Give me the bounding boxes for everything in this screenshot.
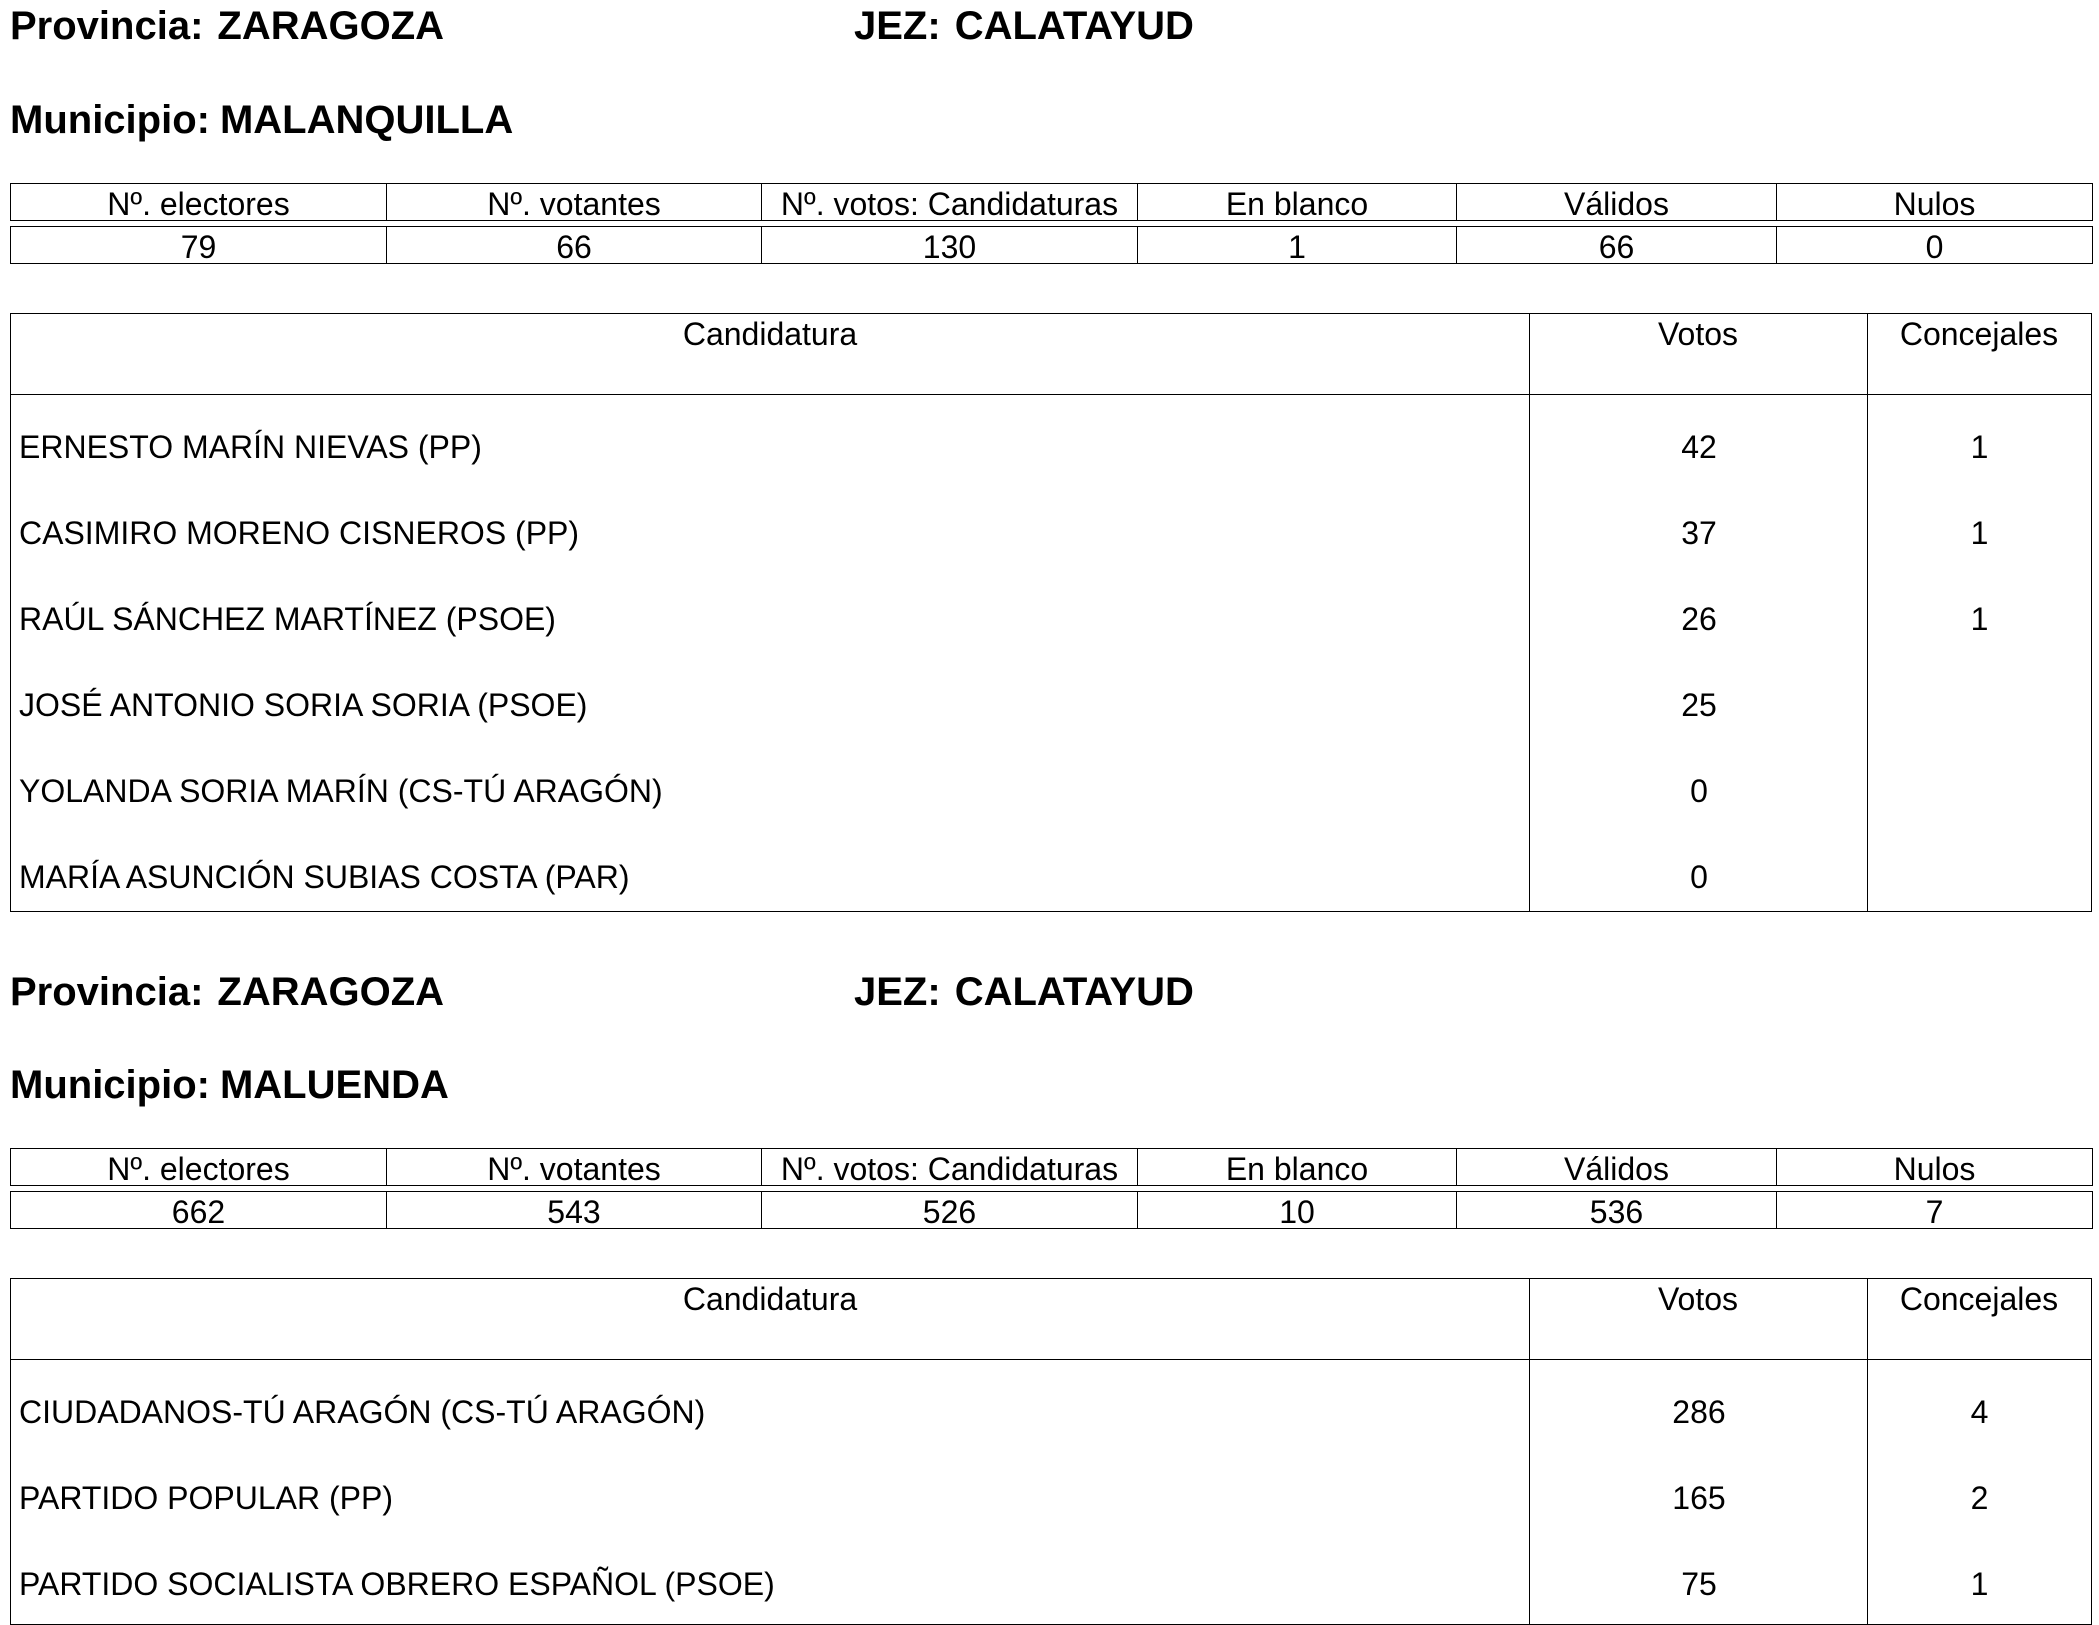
candidate-concejales: 1 — [1970, 601, 1989, 637]
candidate-name: RAÚL SÁNCHEZ MARTÍNEZ (PSOE) — [19, 601, 556, 637]
candidate-name: MARÍA ASUNCIÓN SUBIAS COSTA (PAR) — [19, 859, 630, 895]
header-votos: Votos — [1657, 316, 1739, 352]
candidate-concejales: 1 — [1970, 515, 1989, 551]
jez-value: CALATAYUD — [954, 970, 1194, 1014]
summary-header-votantes: Nº. votantes — [387, 1149, 762, 1186]
candidate-concejales: 1 — [1970, 1566, 1989, 1602]
candidate-name: ERNESTO MARÍN NIEVAS (PP) — [19, 429, 482, 465]
header-candidatura: Candidatura — [682, 316, 858, 352]
summary-header-nulos: Nulos — [1777, 184, 2093, 221]
summary-value-electores: 662 — [11, 1192, 387, 1229]
summary-value-votantes: 543 — [387, 1192, 762, 1229]
jez-heading — [854, 6, 1194, 46]
summary-header-electores: Nº. electores — [11, 184, 387, 221]
candidate-votes: 165 — [1672, 1480, 1726, 1516]
summary-header-validos: Válidos — [1457, 1149, 1777, 1186]
summary-header-votos-candidaturas: Nº. votos: Candidaturas — [762, 184, 1138, 221]
summary-values-row — [10, 1191, 2093, 1229]
summary-value-votantes: 66 — [387, 227, 762, 264]
candidate-votes: 37 — [1681, 515, 1717, 551]
summary-value-validos: 536 — [1457, 1192, 1777, 1229]
candidate-concejales: 4 — [1970, 1394, 1989, 1430]
candidate-name: PARTIDO POPULAR (PP) — [19, 1480, 393, 1516]
summary-header-nulos: Nulos — [1777, 1149, 2093, 1186]
jez-heading — [854, 972, 1194, 1012]
municipio-value: MALANQUILLA — [219, 98, 514, 142]
candidate-votes: 42 — [1681, 429, 1717, 465]
jez-label: JEZ: — [854, 970, 941, 1014]
provincia-value: ZARAGOZA — [217, 970, 445, 1014]
candidate-votes: 0 — [1690, 773, 1708, 809]
provincia-heading — [10, 6, 444, 46]
candidate-row — [11, 481, 2091, 567]
candidate-votes: 0 — [1690, 859, 1708, 895]
jez-label: JEZ: — [854, 4, 941, 48]
provincia-value: ZARAGOZA — [217, 4, 445, 48]
candidate-name: CIUDADANOS-TÚ ARAGÓN (CS-TÚ ARAGÓN) — [19, 1394, 706, 1430]
header-votos: Votos — [1657, 1281, 1739, 1317]
summary-value-nulos: 0 — [1777, 227, 2093, 264]
candidates-header — [11, 1279, 2091, 1360]
summary-header-row — [10, 1148, 2093, 1186]
candidates-table — [10, 313, 2092, 912]
candidate-row — [11, 653, 2091, 739]
candidate-row — [11, 1360, 2091, 1446]
summary-value-votos-candidaturas: 526 — [762, 1192, 1138, 1229]
candidate-votes: 25 — [1681, 687, 1717, 723]
candidate-name: PARTIDO SOCIALISTA OBRERO ESPAÑOL (PSOE) — [19, 1566, 775, 1602]
provincia-label: Provincia: — [10, 4, 204, 48]
candidate-row — [11, 395, 2091, 481]
candidates-header — [11, 314, 2091, 395]
summary-value-validos: 66 — [1457, 227, 1777, 264]
municipio-value: MALUENDA — [219, 1063, 449, 1107]
candidate-row — [11, 567, 2091, 653]
header-concejales: Concejales — [1899, 1281, 2059, 1317]
candidate-votes: 75 — [1681, 1566, 1717, 1602]
municipality-block-maluenda — [10, 965, 2092, 1625]
provincia-label: Provincia: — [10, 970, 204, 1014]
municipio-heading — [10, 100, 513, 140]
candidate-row — [11, 1446, 2091, 1532]
candidate-concejales: 1 — [1970, 429, 1989, 465]
candidate-votes: 286 — [1672, 1394, 1726, 1430]
summary-value-votos-candidaturas: 130 — [762, 227, 1138, 264]
candidate-name: YOLANDA SORIA MARÍN (CS-TÚ ARAGÓN) — [19, 773, 663, 809]
summary-header-en-blanco: En blanco — [1138, 184, 1457, 221]
summary-value-nulos: 7 — [1777, 1192, 2093, 1229]
candidate-votes: 26 — [1681, 601, 1717, 637]
candidate-row — [11, 739, 2091, 825]
summary-header-votos-candidaturas: Nº. votos: Candidaturas — [762, 1149, 1138, 1186]
summary-header-en-blanco: En blanco — [1138, 1149, 1457, 1186]
summary-header-row — [10, 183, 2093, 221]
municipio-label: Municipio: — [10, 1063, 210, 1107]
candidate-row — [11, 1532, 2091, 1618]
summary-value-electores: 79 — [11, 227, 387, 264]
candidate-name: JOSÉ ANTONIO SORIA SORIA (PSOE) — [19, 687, 588, 723]
candidate-row — [11, 825, 2091, 911]
jez-value: CALATAYUD — [954, 4, 1194, 48]
municipio-heading — [10, 1065, 449, 1105]
municipio-label: Municipio: — [10, 98, 210, 142]
summary-header-electores: Nº. electores — [11, 1149, 387, 1186]
provincia-heading — [10, 972, 444, 1012]
summary-values-row — [10, 226, 2093, 264]
municipality-block-malanquilla — [10, 0, 2092, 920]
candidate-name: CASIMIRO MORENO CISNEROS (PP) — [19, 515, 580, 551]
header-candidatura: Candidatura — [682, 1281, 858, 1317]
summary-value-en-blanco: 10 — [1138, 1192, 1457, 1229]
header-concejales: Concejales — [1899, 316, 2059, 352]
summary-value-en-blanco: 1 — [1138, 227, 1457, 264]
summary-header-votantes: Nº. votantes — [387, 184, 762, 221]
summary-header-validos: Válidos — [1457, 184, 1777, 221]
candidate-concejales: 2 — [1970, 1480, 1989, 1516]
candidates-table — [10, 1278, 2092, 1625]
